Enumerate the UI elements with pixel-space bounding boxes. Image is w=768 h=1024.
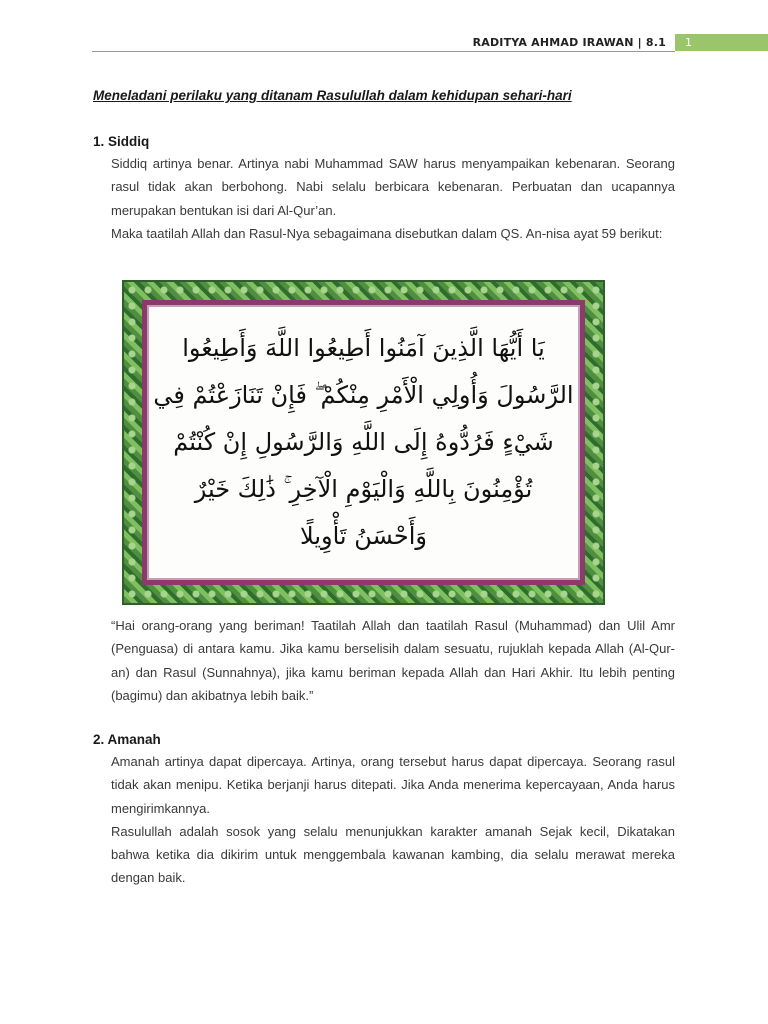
arabic-line: وَأَحْسَنُ تَأْوِيلًا bbox=[300, 522, 427, 550]
verse-inner-border bbox=[142, 300, 585, 585]
paragraph: Rasulullah adalah sosok yang selalu menunjukkan karakter amanah Sejak kecil, Dikatakan bahwa ketika dia dikirim untuk menggembala kawanan kambing, dia selalu merawat mereka dengan baik. bbox=[111, 823, 675, 886]
paragraph: Maka taatilah Allah dan Rasul-Nya sebagaimana disebutkan dalam QS. An-nisa ayat 59 berikut: bbox=[111, 225, 663, 241]
verse-translation: “Hai orang-orang yang beriman! Taatilah Allah dan taatilah Rasul (Muhammad) dan Ulil Amr (Penguasa) di antara kamu. Jika kamu berselisih dalam sesuatu, rujuklah kepada Allah (Al-Qur-an) dan Rasul (Sunnahnya), jika kamu beriman kepada Allah dan Hari Akhir. Itu lebih penting (bagimu) dan akibatnya lebih baik.” bbox=[111, 618, 675, 703]
verse-image-frame bbox=[122, 280, 605, 605]
section-body-siddiq bbox=[111, 152, 675, 245]
arabic-line: تُؤْمِنُونَ بِاللَّهِ وَالْيَوْمِ الْآخِرِ ۚ ذَٰلِكَ خَيْرٌ bbox=[194, 475, 533, 503]
arabic-line: شَيْءٍ فَرُدُّوهُ إِلَى اللَّهِ وَالرَّسُولِ إِنْ كُنْتُمْ bbox=[173, 428, 554, 456]
header-divider bbox=[92, 51, 675, 52]
paragraph: Amanah artinya dapat dipercaya. Artinya, orang tersebut harus dapat dipercaya. Seorang rasul tidak akan menipu. Ketika berjanji harus ditepati. Jika Anda menerima kepercayaan, Anda harus mengirimkannya. bbox=[111, 754, 675, 816]
paragraph: Siddiq artinya benar. Artinya nabi Muhammad SAW harus menyampaikan kebenaran. Seorang rasul tidak akan berbohong. Nabi selalu berbicara kebenaran. Perbuatan dan ucapannya merupakan bentukan isi dari Al-Qur’an. bbox=[111, 156, 675, 218]
document-title: Meneladani perilaku yang ditanam Rasulullah dalam kehidupan sehari-hari bbox=[93, 88, 572, 103]
section-body-amanah bbox=[111, 750, 675, 890]
page-number: 1 bbox=[675, 34, 768, 51]
header-author: RADITYA AHMAD IRAWAN | 8.1 bbox=[472, 36, 666, 49]
section-heading-siddiq: 1. Siddiq bbox=[93, 134, 150, 149]
page-header bbox=[0, 34, 768, 54]
section-heading-amanah: 2. Amanah bbox=[93, 732, 161, 747]
arabic-line: يَا أَيُّهَا الَّذِينَ آمَنُوا أَطِيعُوا اللَّهَ وَأَطِيعُوا bbox=[182, 334, 545, 362]
arabic-line: الرَّسُولَ وَأُولِي الْأَمْرِ مِنْكُمْ ۖ فَإِنْ تَنَازَعْتُمْ فِي bbox=[153, 381, 574, 409]
verse-panel bbox=[147, 305, 580, 580]
